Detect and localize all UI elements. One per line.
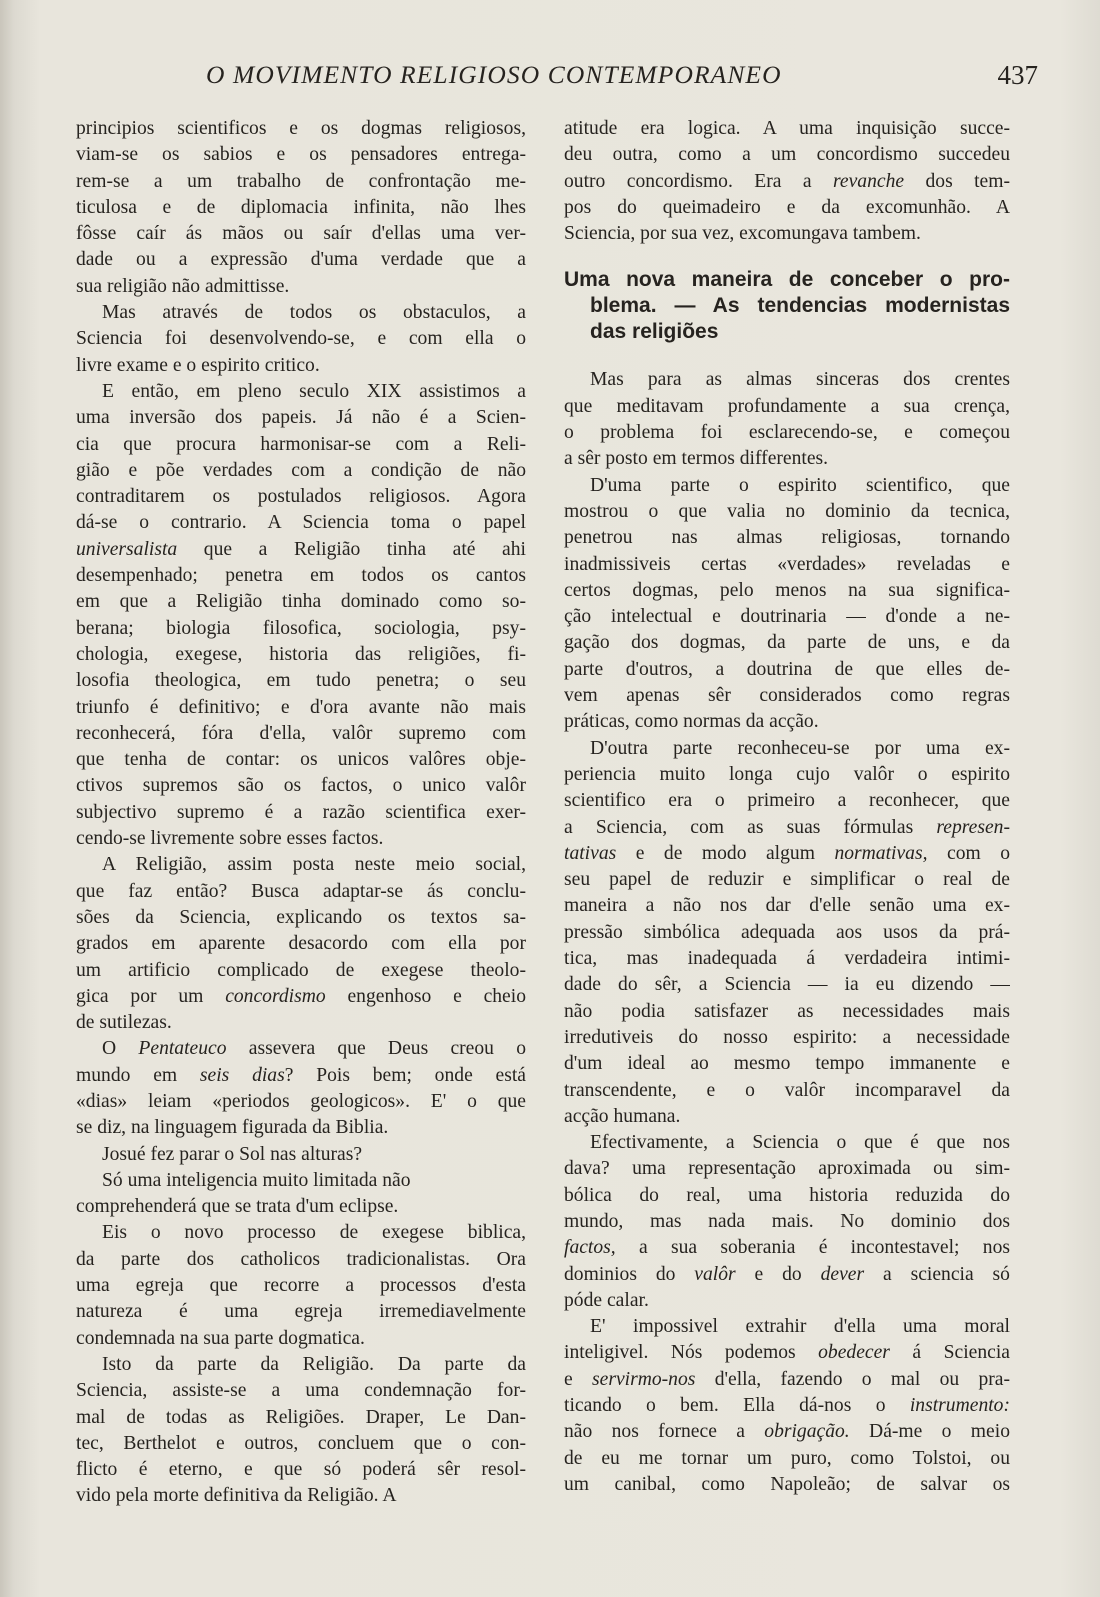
text-line: certos dogmas, pelo menos na sua significa- [564, 579, 1010, 601]
text-line: Sciencia, por sua vez, excomungava tambem. [564, 223, 921, 245]
text-line: E então, em pleno seculo XIX assistimos a [102, 380, 526, 402]
text-line: rem-se a um trabalho de confrontação me- [76, 170, 526, 192]
text-line: inteligivel. Nós podemos obedecer á Sciencia [564, 1342, 1010, 1364]
text-line: natureza é uma egreja irremediavelmente [76, 1301, 526, 1323]
text-line: ção intelectual e doutrinaria — d'onde a ne- [564, 606, 1010, 628]
text-line: O Pentateuco assevera que Deus creou o [102, 1038, 526, 1060]
text-line: ctivos supremos são os factos, o unico valôr [76, 775, 526, 797]
text-line: berana; biologia filosofica, sociologia, psy- [76, 617, 526, 639]
text-line: outro concordismo. Era a revanche dos tem- [564, 170, 1010, 192]
text-line: pos do queimadeiro e da excomunhão. A [564, 196, 1010, 218]
text-line: atitude era logica. A uma inquisição succe- [564, 118, 1010, 139]
page-number: 437 [997, 60, 1038, 90]
text-line: penetrou nas almas religiosas, tornando [564, 527, 1010, 549]
text-line: sões da Sciencia, explicando os textos sa- [76, 906, 526, 928]
text-line: Isto da parte da Religião. Da parte da [102, 1353, 526, 1375]
left-column [76, 116, 526, 1510]
text-line: gião e põe verdades com a condição de não [76, 459, 526, 481]
running-head [150, 60, 1050, 100]
text-line: gica por um concordismo engenhoso e cheio [76, 985, 526, 1007]
text-line: livre exame e o espirito critico. [76, 354, 320, 376]
text-line: acção humana. [564, 1105, 681, 1127]
text-line: condemnada na sua parte dogmatica. [76, 1327, 365, 1349]
text-line: viam-se os sabios e os pensadores entrega- [76, 144, 526, 166]
text-line: em que a Religião tinha dominado como so- [76, 591, 526, 613]
text-line: um artificio complicado de exegese theolo- [76, 959, 526, 981]
text-line: flicto é eterno, e que só poderá sêr resol- [76, 1459, 526, 1481]
text-line: transcendente, e o valôr incomparavel da [564, 1079, 1010, 1101]
text-line: d'um ideal ao mesmo tempo immanente e [564, 1053, 1010, 1075]
text-line: fôsse caír ás mãos ou saír d'ellas uma ver- [76, 223, 526, 245]
text-line: grados em aparente desacordo com ella por [76, 933, 526, 955]
text-line: «dias» leiam «periodos geologicos». E' o que [76, 1090, 526, 1112]
text-line: inadmissiveis certas «verdades» reveladas e [564, 553, 1010, 575]
heading-line: das religiões [590, 320, 719, 344]
section-heading [564, 267, 1010, 345]
text-line: Sciencia, assiste-se a uma condemnação for- [76, 1380, 526, 1402]
right-column-body [564, 367, 1010, 1498]
text-line: mal de todas as Religiões. Draper, Le Dan- [76, 1406, 526, 1428]
heading-line: blema. — As tendencias modernistas [590, 294, 1010, 318]
text-line: chologia, exegese, historia das religiões, fi- [76, 643, 526, 665]
text-line: práticas, como normas da acção. [564, 711, 819, 733]
text-line: D'outra parte reconheceu-se por uma ex- [590, 737, 1010, 759]
text-line: dade ou a expressão d'uma verdade que a [76, 249, 526, 271]
text-line: Efectivamente, a Sciencia o que é que nos [590, 1132, 1010, 1154]
text-line: deu outra, como a um concordismo succedeu [564, 144, 1010, 166]
text-line: que meditavam profundamente a sua crença, [564, 395, 1010, 417]
text-line: scientifico era o primeiro a reconhecer, que [564, 790, 1010, 812]
text-line: mostrou o que valia no dominio da tecnica, [564, 500, 1010, 522]
text-line: parte d'outros, a doutrina de que elles de- [564, 658, 1010, 680]
text-line: pressão simbólica adequada aos usos da prá- [564, 921, 1010, 943]
text-line: reconhecerá, fóra d'ella, valôr supremo com [76, 722, 526, 744]
heading-line: Uma nova maneira de conceber o pro- [564, 268, 1010, 292]
text-line: Só uma inteligencia muito limitada não [102, 1169, 411, 1191]
text-line: desempenhado; penetra em todos os cantos [76, 565, 526, 587]
text-line: contraditarem os postulados religiosos. Agora [76, 486, 526, 508]
text-line: Eis o novo processo de exegese biblica, [102, 1222, 526, 1244]
text-line: factos, a sua soberania é incontestavel; nos [564, 1237, 1010, 1259]
text-line: tica, mas inadequada á verdadeira intimi- [564, 948, 1010, 970]
text-line: ticulosa e de diplomacia infinita, não lhes [76, 196, 526, 218]
text-line: se diz, na linguagem figurada da Biblia. [76, 1117, 389, 1139]
text-line: A Religião, assim posta neste meio social, [102, 854, 526, 876]
right-column-top [564, 116, 1010, 247]
text-line: o problema foi esclarecendo-se, e começou [564, 422, 1010, 444]
text-line: ticando o bem. Ella dá-nos o instrumento: [564, 1395, 1010, 1417]
text-line: dade do sêr, a Sciencia — ia eu dizendo — [564, 974, 1010, 996]
text-line: D'uma parte o espirito scientifico, que [590, 474, 1010, 496]
text-line: da parte dos catholicos tradicionalistas. Ora [76, 1248, 526, 1270]
text-line: universalista que a Religião tinha até ahi [76, 538, 526, 560]
text-line: Sciencia foi desenvolvendo-se, e com ella o [76, 328, 526, 350]
text-line: um canibal, como Napoleão; de salvar os [564, 1473, 1010, 1495]
right-column [564, 116, 1010, 1498]
text-line: losofia theologica, em tudo penetra; o seu [76, 670, 526, 692]
text-line: e servirmo-nos d'ella, fazendo o mal ou pra- [564, 1368, 1010, 1390]
text-line: que tenha de contar: os unicos valôres obje- [76, 749, 526, 771]
text-line: gação dos dogmas, da parte de uns, e da [564, 632, 1010, 654]
text-line: uma inversão dos papeis. Já não é a Scien- [76, 407, 526, 429]
text-line: Mas através de todos os obstaculos, a [102, 302, 526, 324]
text-line: periencia muito longa cujo valôr o espirito [564, 763, 1010, 785]
text-line: triunfo é definitivo; e d'ora avante não mais [76, 696, 526, 718]
text-line: sua religião não admittisse. [76, 275, 290, 297]
text-line: dominios do valôr e do dever a sciencia só [564, 1263, 1010, 1285]
text-line: não nos fornece a obrigação. Dá-me o meio [564, 1421, 1010, 1443]
text-line: uma egreja que recorre a processos d'esta [76, 1275, 526, 1297]
text-line: Mas para as almas sinceras dos crentes [590, 369, 1010, 391]
text-line: subjectivo supremo é a razão scientifica exer- [76, 801, 526, 823]
text-line: a Sciencia, com as suas fórmulas represen- [564, 816, 1010, 838]
running-head-title: O MOVIMENTO RELIGIOSO CONTEMPORANEO [206, 60, 782, 89]
text-line: de eu me tornar um puro, como Tolstoi, ou [564, 1447, 1010, 1469]
text-line: mundo em seis dias? Pois bem; onde está [76, 1064, 526, 1086]
text-line: póde calar. [564, 1289, 649, 1311]
text-line: mundo, mas nada mais. No dominio dos [564, 1210, 1010, 1232]
text-line: a sêr posto em termos differentes. [564, 448, 829, 470]
text-line: bólica do real, uma historia reduzida do [564, 1184, 1010, 1206]
text-line: maneira a não nos dar d'elle senão uma ex- [564, 895, 1010, 917]
text-line: não podia satisfazer as necessidades mais [564, 1000, 1010, 1022]
text-line: de sutilezas. [76, 1012, 172, 1034]
text-line: tativas e de modo algum normativas, com o [564, 842, 1010, 864]
text-line: tec, Berthelot e outros, concluem que o con- [76, 1432, 526, 1454]
text-line: vem apenas sêr considerados como regras [564, 685, 1010, 707]
text-line: dá-se o contrario. A Sciencia toma o papel [76, 512, 526, 534]
text-line: seu papel de reduzir e simplificar o real de [564, 869, 1010, 891]
text-line: cia que procura harmonisar-se com a Reli- [76, 433, 526, 455]
text-line: Josué fez parar o Sol nas alturas? [102, 1143, 363, 1165]
text-line: irredutiveis do nosso espirito: a necessidade [564, 1026, 1010, 1048]
text-line: que faz então? Busca adaptar-se ás conclu- [76, 880, 526, 902]
text-line: comprehenderá que se trata d'um eclipse. [76, 1196, 399, 1218]
text-line: principios scientificos e os dogmas religiosos, [76, 118, 526, 139]
text-line: vido pela morte definitiva da Religião. A [76, 1485, 397, 1507]
text-line: dava? uma representação aproximada ou sim- [564, 1158, 1010, 1180]
text-line: E' impossivel extrahir d'ella uma moral [590, 1316, 1010, 1338]
text-line: cendo-se livremente sobre esses factos. [76, 828, 384, 850]
